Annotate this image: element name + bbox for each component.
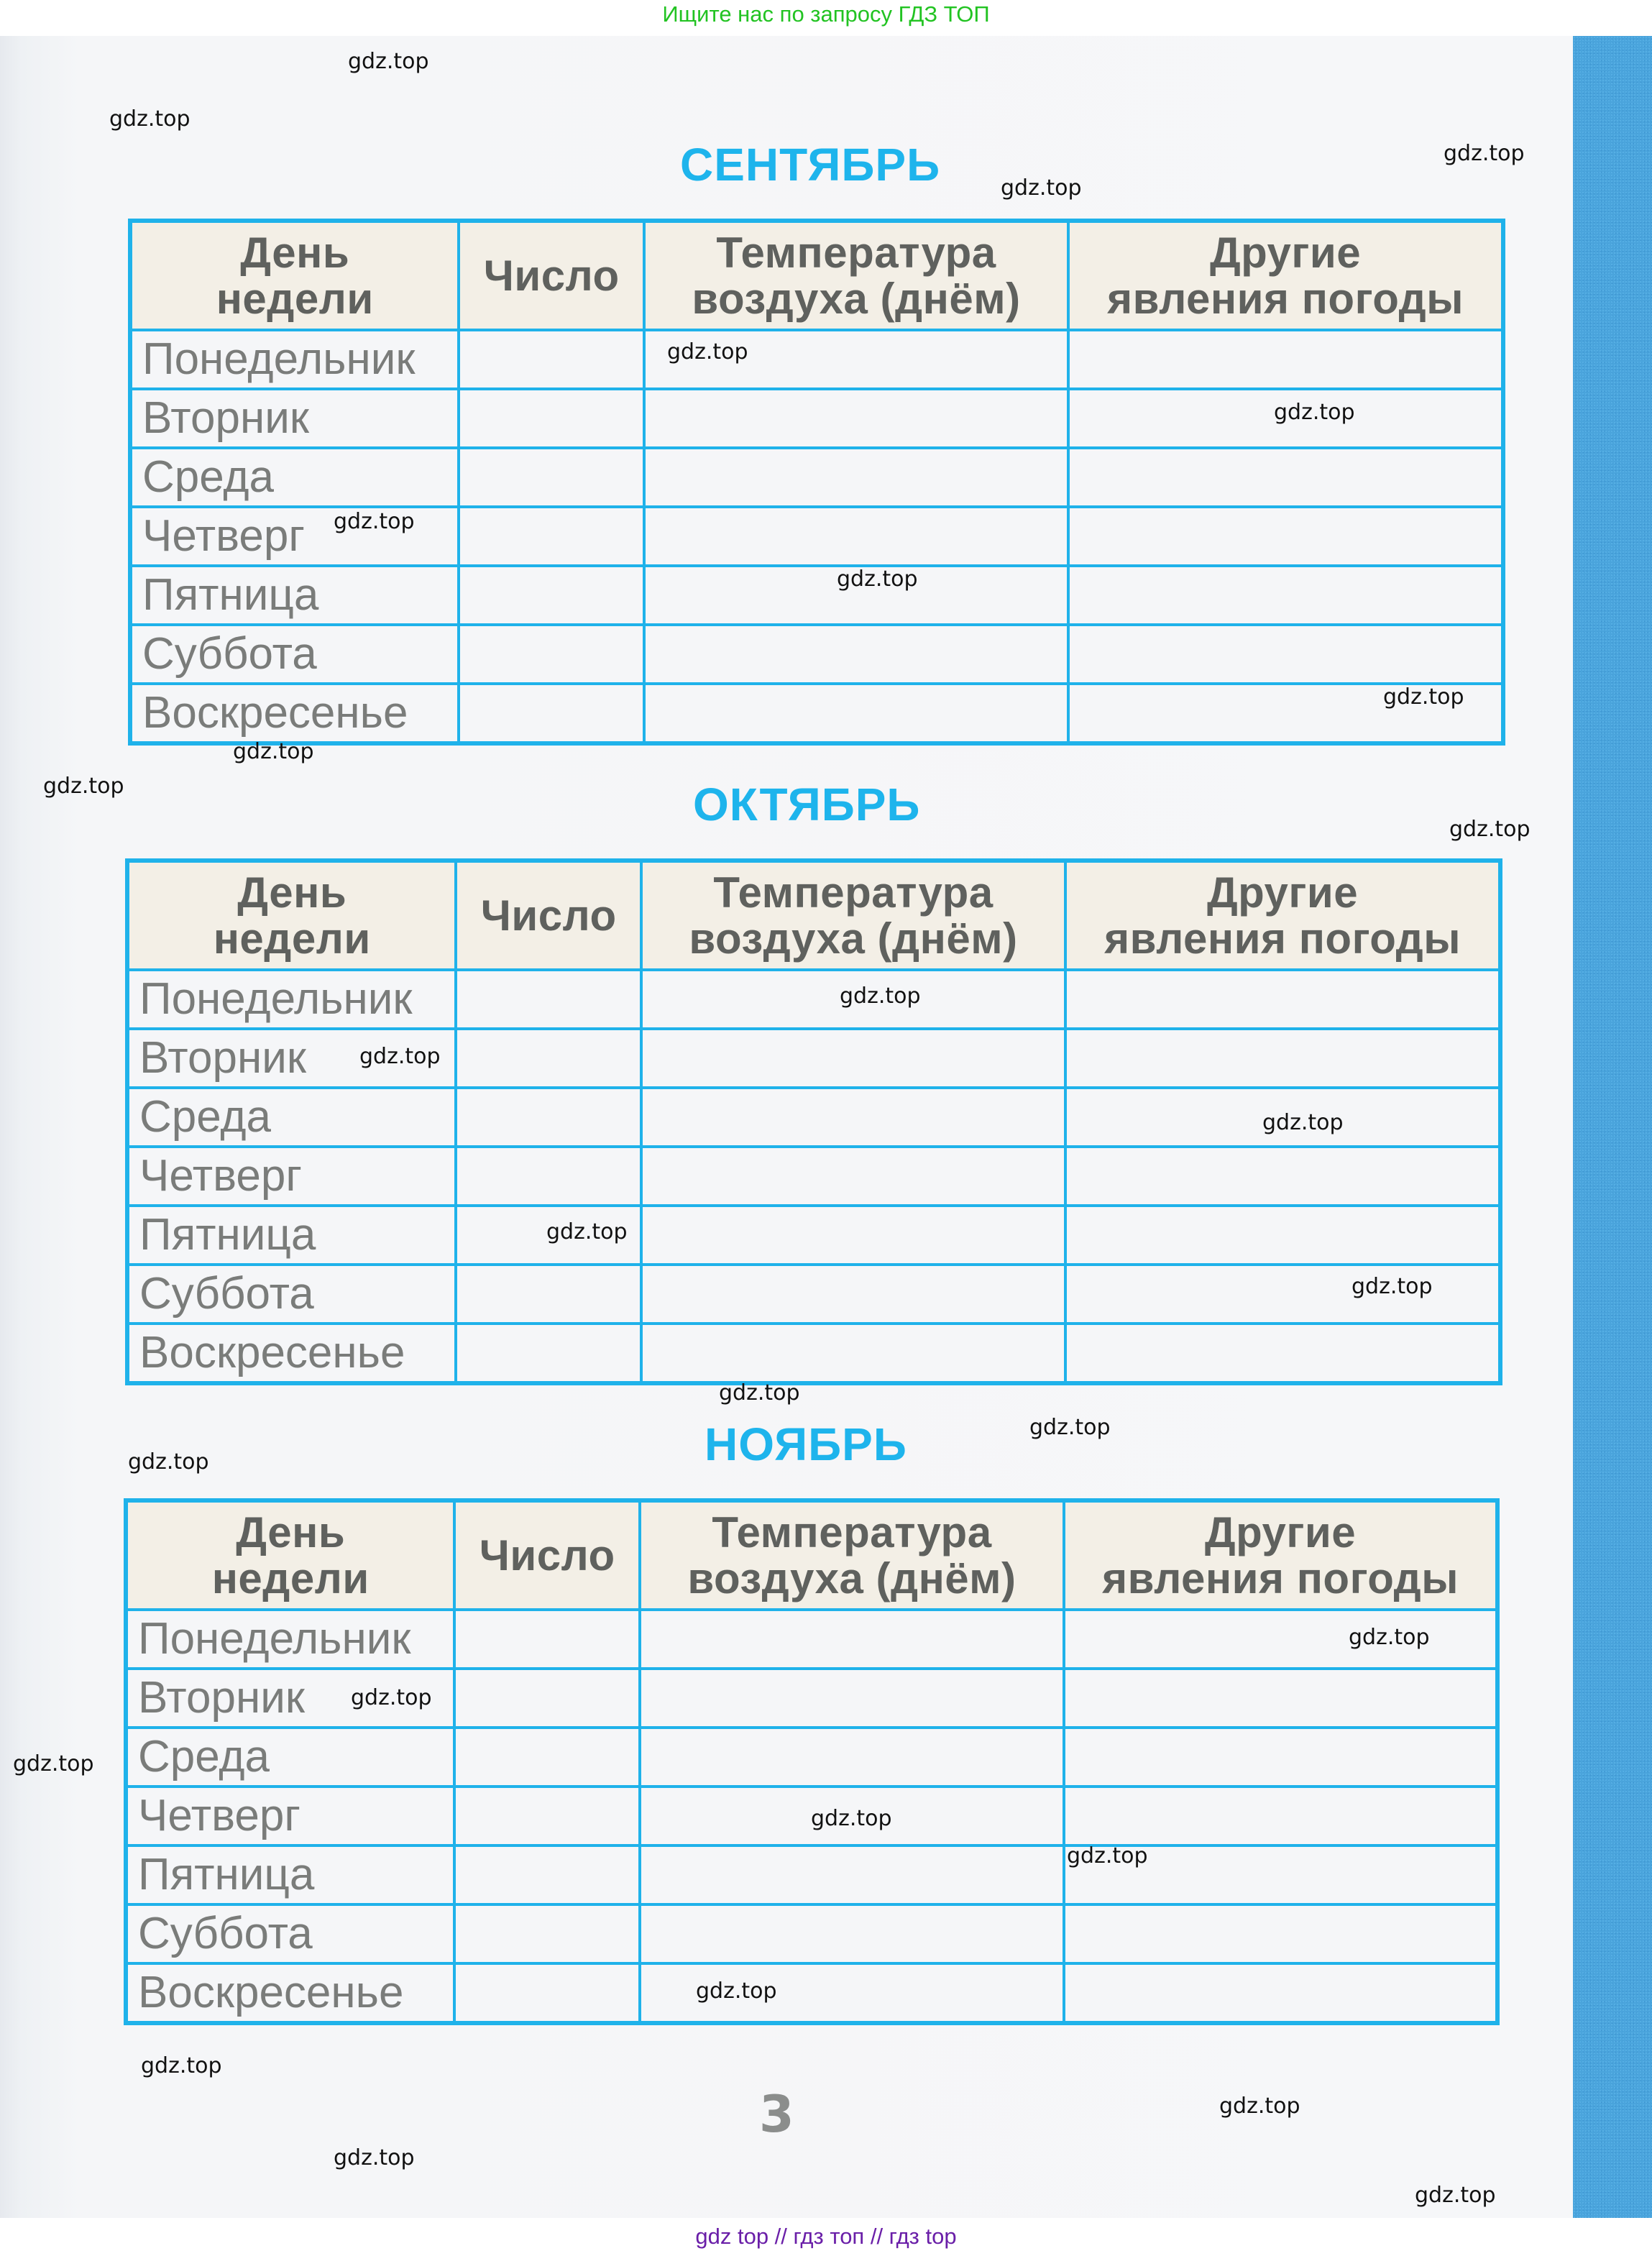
watermark: gdz.top xyxy=(348,49,429,74)
weather-table-november xyxy=(124,1498,1500,2025)
day-label: Вторник xyxy=(127,1029,456,1088)
day-label: Пятница xyxy=(127,1206,456,1265)
watermark: gdz.top xyxy=(1383,684,1464,710)
other-weather-cell[interactable] xyxy=(1065,1324,1500,1383)
table-row xyxy=(127,970,1500,1029)
day-label: Среда xyxy=(126,1728,454,1787)
top-banner xyxy=(0,0,1652,36)
watermark: gdz.top xyxy=(13,1751,94,1776)
other-weather-cell[interactable] xyxy=(1064,1669,1497,1728)
other-weather-cell[interactable] xyxy=(1064,1963,1497,2023)
watermark: gdz.top xyxy=(1449,817,1531,842)
temperature-cell[interactable] xyxy=(644,448,1068,507)
date-cell[interactable] xyxy=(459,507,643,566)
table-row xyxy=(126,1845,1497,1904)
day-label: Вторник xyxy=(126,1669,454,1728)
table-row xyxy=(130,625,1503,684)
day-label: Пятница xyxy=(130,566,459,625)
header-date: Число xyxy=(456,861,641,970)
other-weather-cell[interactable] xyxy=(1068,625,1503,684)
other-weather-cell[interactable] xyxy=(1065,1265,1500,1324)
other-weather-cell[interactable] xyxy=(1068,566,1503,625)
watermark: gdz.top xyxy=(719,1380,800,1406)
date-cell[interactable] xyxy=(456,1324,641,1383)
header-day-of-week: День недели xyxy=(126,1500,454,1610)
day-label: Четверг xyxy=(130,507,459,566)
other-weather-cell[interactable] xyxy=(1065,1147,1500,1206)
temperature-cell[interactable] xyxy=(641,1029,1065,1088)
header-date: Число xyxy=(454,1500,639,1610)
watermark: gdz.top xyxy=(667,339,748,364)
header-day-of-week: День недели xyxy=(127,861,456,970)
watermark: gdz.top xyxy=(840,983,921,1009)
date-cell[interactable] xyxy=(459,684,643,743)
other-weather-cell[interactable] xyxy=(1065,1029,1500,1088)
watermark: gdz.top xyxy=(43,774,124,799)
watermark: gdz.top xyxy=(233,739,314,764)
header-date: Число xyxy=(459,221,643,330)
day-label: Среда xyxy=(127,1088,456,1147)
weather-table-september xyxy=(128,219,1505,746)
temperature-cell[interactable] xyxy=(641,1265,1065,1324)
other-weather-cell[interactable] xyxy=(1064,1610,1497,1669)
month-title-september: СЕНТЯБРЬ xyxy=(680,139,941,191)
date-cell[interactable] xyxy=(456,1029,641,1088)
day-label: Четверг xyxy=(127,1147,456,1206)
date-cell[interactable] xyxy=(454,1728,639,1787)
watermark: gdz.top xyxy=(1067,1843,1148,1868)
day-label: Понедельник xyxy=(126,1610,454,1669)
search-hint-text: Ищите нас по запросу ГДЗ ТОП xyxy=(662,1,990,27)
watermark: gdz.top xyxy=(1444,141,1525,166)
header-temperature: Температура воздуха (днём) xyxy=(640,1500,1064,1610)
temperature-cell[interactable] xyxy=(644,507,1068,566)
site-links-text: gdz top // гдз топ // гдз top xyxy=(695,2224,957,2249)
temperature-cell[interactable] xyxy=(641,1206,1065,1265)
date-cell[interactable] xyxy=(456,1265,641,1324)
watermark: gdz.top xyxy=(334,2145,415,2170)
day-label: Воскресенье xyxy=(130,684,459,743)
date-cell[interactable] xyxy=(459,389,643,448)
header-other-weather: Другие явления погоды xyxy=(1065,861,1500,970)
table-row xyxy=(127,1029,1500,1088)
temperature-cell[interactable] xyxy=(641,1088,1065,1147)
temperature-cell[interactable] xyxy=(640,1728,1064,1787)
date-cell[interactable] xyxy=(454,1963,639,2023)
day-label: Воскресенье xyxy=(126,1963,454,2023)
table-row xyxy=(127,1147,1500,1206)
table-row xyxy=(126,1904,1497,1963)
date-cell[interactable] xyxy=(459,448,643,507)
watermark: gdz.top xyxy=(546,1219,628,1244)
watermark: gdz.top xyxy=(109,106,191,132)
table-row xyxy=(127,1206,1500,1265)
watermark: gdz.top xyxy=(351,1685,432,1710)
other-weather-cell[interactable] xyxy=(1064,1904,1497,1963)
temperature-cell[interactable] xyxy=(644,684,1068,743)
date-cell[interactable] xyxy=(456,1088,641,1147)
watermark: gdz.top xyxy=(1001,175,1082,201)
day-label: Вторник xyxy=(130,389,459,448)
header-other-weather: Другие явления погоды xyxy=(1068,221,1503,330)
bottom-bar xyxy=(0,2218,1652,2256)
watermark: gdz.top xyxy=(1029,1415,1111,1440)
temperature-cell[interactable] xyxy=(640,1669,1064,1728)
date-cell[interactable] xyxy=(454,1669,639,1728)
table-row xyxy=(126,1610,1497,1669)
watermark: gdz.top xyxy=(1349,1625,1430,1650)
header-temperature: Температура воздуха (днём) xyxy=(644,221,1068,330)
table-row xyxy=(126,1728,1497,1787)
other-weather-cell[interactable] xyxy=(1064,1728,1497,1787)
watermark: gdz.top xyxy=(1219,2094,1300,2119)
temperature-cell[interactable] xyxy=(644,389,1068,448)
table-header-row xyxy=(130,221,1503,330)
temperature-cell[interactable] xyxy=(640,1845,1064,1904)
temperature-cell[interactable] xyxy=(640,1610,1064,1669)
table-row xyxy=(130,448,1503,507)
date-cell[interactable] xyxy=(459,566,643,625)
day-label: Воскресенье xyxy=(127,1324,456,1383)
day-label: Суббота xyxy=(130,625,459,684)
watermark: gdz.top xyxy=(141,2053,222,2078)
date-cell[interactable] xyxy=(454,1904,639,1963)
date-cell[interactable] xyxy=(454,1787,639,1845)
watermark: gdz.top xyxy=(1415,2183,1496,2208)
temperature-cell[interactable] xyxy=(641,1147,1065,1206)
watermark: gdz.top xyxy=(1352,1274,1433,1299)
table-row xyxy=(127,1324,1500,1383)
watermark: gdz.top xyxy=(334,509,415,534)
watermark: gdz.top xyxy=(1274,400,1355,425)
table-header-row xyxy=(126,1500,1497,1610)
table-row xyxy=(130,330,1503,389)
table-row xyxy=(127,1265,1500,1324)
other-weather-cell[interactable] xyxy=(1065,970,1500,1029)
watermark: gdz.top xyxy=(837,567,918,592)
other-weather-cell[interactable] xyxy=(1068,330,1503,389)
other-weather-cell[interactable] xyxy=(1068,448,1503,507)
other-weather-cell[interactable] xyxy=(1068,507,1503,566)
date-cell[interactable] xyxy=(459,330,643,389)
watermark: gdz.top xyxy=(359,1044,441,1069)
temperature-cell[interactable] xyxy=(640,1904,1064,1963)
other-weather-cell[interactable] xyxy=(1065,1206,1500,1265)
table-row xyxy=(130,566,1503,625)
day-label: Четверг xyxy=(126,1787,454,1845)
table-row xyxy=(130,684,1503,743)
temperature-cell[interactable] xyxy=(644,625,1068,684)
watermark: gdz.top xyxy=(1262,1110,1344,1135)
watermark: gdz.top xyxy=(696,1978,777,2004)
month-title-november: НОЯБРЬ xyxy=(705,1418,907,1470)
date-cell[interactable] xyxy=(454,1845,639,1904)
day-label: Среда xyxy=(130,448,459,507)
date-cell[interactable] xyxy=(456,1147,641,1206)
table-header-row xyxy=(127,861,1500,970)
day-label: Суббота xyxy=(127,1265,456,1324)
month-title-october: ОКТЯБРЬ xyxy=(693,779,921,830)
page-edge-stripe xyxy=(1573,36,1652,2218)
page-number: 3 xyxy=(759,2085,794,2144)
header-other-weather: Другие явления погоды xyxy=(1064,1500,1497,1610)
date-cell[interactable] xyxy=(459,625,643,684)
other-weather-cell[interactable] xyxy=(1064,1787,1497,1845)
day-label: Понедельник xyxy=(130,330,459,389)
date-cell[interactable] xyxy=(456,970,641,1029)
day-label: Пятница xyxy=(126,1845,454,1904)
date-cell[interactable] xyxy=(454,1610,639,1669)
day-label: Понедельник xyxy=(127,970,456,1029)
temperature-cell[interactable] xyxy=(641,1324,1065,1383)
watermark: gdz.top xyxy=(811,1806,892,1831)
day-label: Суббота xyxy=(126,1904,454,1963)
header-day-of-week: День недели xyxy=(130,221,459,330)
table-row xyxy=(126,1963,1497,2023)
watermark: gdz.top xyxy=(128,1449,209,1475)
table-row xyxy=(126,1669,1497,1728)
header-temperature: Температура воздуха (днём) xyxy=(641,861,1065,970)
